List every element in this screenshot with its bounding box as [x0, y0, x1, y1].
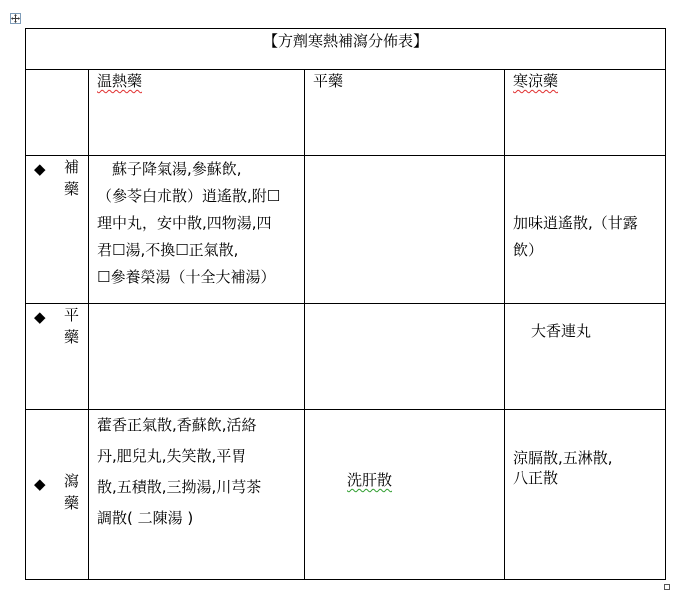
table-row-bu	[26, 156, 666, 304]
cell-bu-cold	[505, 156, 666, 304]
header-row	[26, 70, 666, 156]
cell-ping-cold-text: 大香連丸	[531, 322, 592, 340]
column-header-neutral	[305, 70, 505, 156]
cell-xie-warm	[89, 410, 305, 580]
cell-xie-cold-text: 涼膈散,五淋散, 八正散	[513, 449, 613, 487]
table-move-handle[interactable]	[10, 13, 21, 24]
row-label-cell	[26, 410, 89, 580]
cell-xie-neutral	[305, 410, 505, 580]
column-header-cold-text: 寒涼藥	[513, 72, 559, 90]
column-header-warm-text: 温熱藥	[97, 72, 143, 90]
column-header-neutral-text: 平藥	[313, 72, 344, 90]
cell-bu-warm-text: 蘇子降氣湯,參蘇飲, （參苓白朮散）逍遙散,附☐ 理中丸，安中散,四物湯,四 君☐湯,不換☐正氣散, ☐參養榮湯（十全大補湯）	[97, 160, 281, 286]
cell-xie-cold	[505, 410, 666, 580]
distribution-table	[25, 28, 666, 580]
row-label-cell	[26, 304, 89, 410]
table-title: 【方劑寒熱補瀉分佈表】	[26, 29, 666, 70]
column-header-warm	[89, 70, 305, 156]
cell-ping-cold	[505, 304, 666, 410]
row-label: 補藥	[64, 158, 80, 198]
row-label-cell	[26, 156, 89, 304]
diamond-bullet-icon: ◆	[34, 475, 46, 493]
cell-xie-warm-text: 藿香正氣散,香蘇飲,活絡 丹,肥兒丸,失笑散,平胃 散,五積散,三拗湯,川芎茶 調散( 二陳湯 )	[97, 416, 262, 527]
cell-bu-warm	[89, 156, 305, 304]
cell-bu-cold-text: 加味逍遙散,（甘露 飲）	[513, 214, 638, 259]
cell-bu-neutral	[305, 156, 505, 304]
cell-ping-warm	[89, 304, 305, 410]
column-header-cold	[505, 70, 666, 156]
diamond-bullet-icon: ◆	[34, 160, 46, 178]
corner-cell	[26, 70, 89, 156]
table-row-ping	[26, 304, 666, 410]
move-cross-icon	[11, 14, 20, 23]
cell-xie-neutral-text	[305, 410, 504, 494]
row-label: 平藥	[64, 306, 80, 346]
cell-ping-neutral	[305, 304, 505, 410]
table-resize-handle[interactable]	[664, 584, 670, 590]
table-row-xie	[26, 410, 666, 580]
diamond-bullet-icon: ◆	[34, 308, 46, 326]
cell-xie-neutral-label: 洗肝散	[347, 471, 393, 489]
row-label: 瀉藥	[64, 472, 80, 512]
